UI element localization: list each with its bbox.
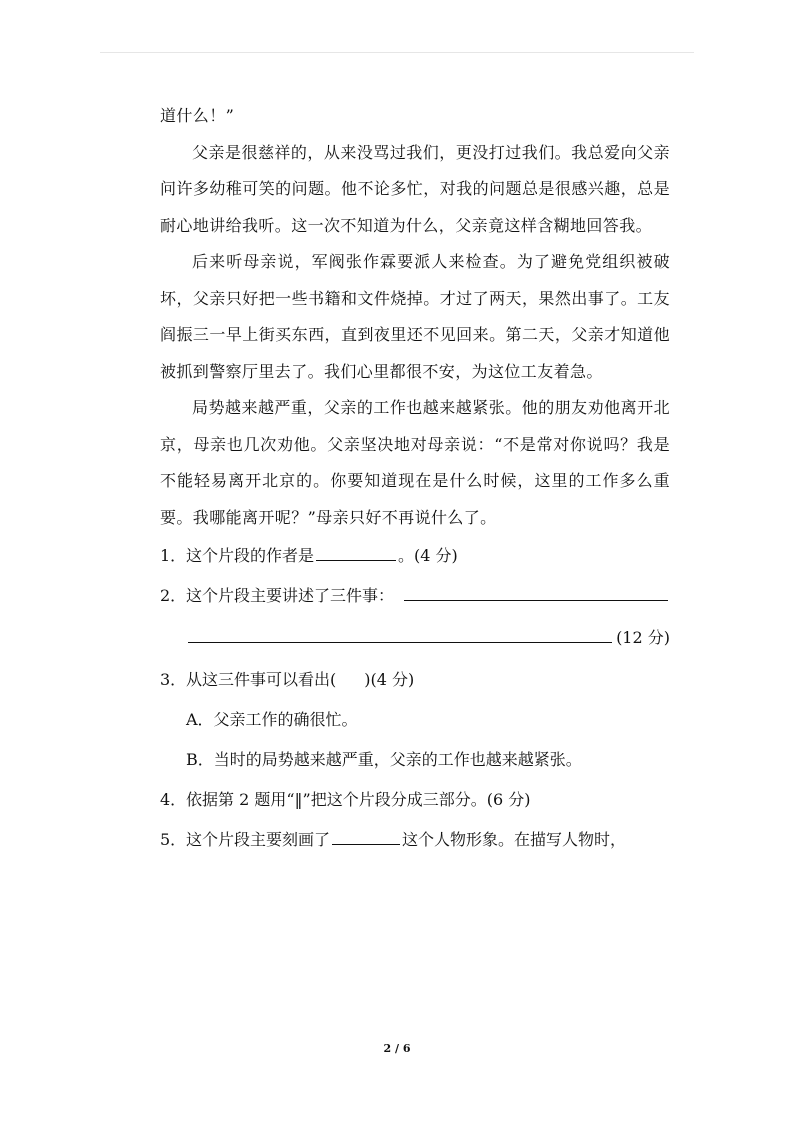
answer-blank[interactable] bbox=[188, 626, 612, 643]
question-3 bbox=[160, 660, 670, 700]
question-text-continued: 这个人物形象。在描写人物时， bbox=[402, 830, 627, 849]
question-text: 这个片段主要刻画了 bbox=[186, 830, 331, 849]
passage-paragraph-3: 局势越来越严重，父亲的工作也越来越紧张。他的朋友劝他离开北京，母亲也几次劝他。父亲坚决地对母亲说：“不是常对你说吗？我是不能轻易离开北京的。你要知道现在是什么时候，这里的工作多么重要。我哪能离开呢？”母亲只好不再说什么了。 bbox=[160, 398, 670, 527]
question-4 bbox=[160, 780, 670, 820]
question-text: 依据第 2 题用“‖”把这个片段分成三部分。(6 分) bbox=[186, 790, 531, 809]
question-score: )(4 分) bbox=[364, 670, 415, 689]
question-5 bbox=[160, 820, 670, 860]
option-a[interactable]: A．父亲工作的确很忙。 bbox=[186, 710, 358, 729]
option-b[interactable]: B．当时的局势越来越严重，父亲的工作也越来越紧张。 bbox=[186, 750, 582, 769]
question-2 bbox=[160, 576, 670, 616]
question-score: 。(4 分) bbox=[398, 546, 458, 565]
passage-paragraph-1: 父亲是很慈祥的，从来没骂过我们，更没打过我们。我总爱向父亲问许多幼稚可笑的问题。他不论多忙，对我的问题总是很感兴趣，总是耐心地讲给我听。这一次不知道为什么，父亲竟这样含糊地回答我。 bbox=[160, 142, 670, 235]
header-rule bbox=[100, 52, 694, 53]
passage-paragraph-0: 道什么！” bbox=[160, 106, 235, 125]
question-number: 3． bbox=[160, 670, 187, 689]
question-1 bbox=[160, 536, 670, 576]
question-number: 4． bbox=[160, 790, 187, 809]
question-text: 这个片段的作者是 bbox=[186, 546, 315, 565]
question-score: (12 分) bbox=[616, 628, 670, 647]
page-content bbox=[160, 98, 670, 860]
question-text: 这个片段主要讲述了三件事： bbox=[186, 586, 395, 605]
question-number: 2． bbox=[160, 586, 187, 605]
answer-blank[interactable] bbox=[316, 544, 396, 561]
question-number: 1． bbox=[160, 546, 187, 565]
question-text: 从这三件事可以看出( bbox=[186, 670, 337, 689]
question-2-continuation bbox=[160, 616, 670, 660]
answer-blank[interactable] bbox=[332, 828, 400, 845]
answer-blank[interactable] bbox=[404, 584, 668, 601]
passage-paragraph-2: 后来听母亲说，军阀张作霖要派人来检查。为了避免党组织被破坏，父亲只好把一些书籍和文件烧掉。才过了两天，果然出事了。工友阎振三一早上街买东西，直到夜里还不见回来。第二天，父亲才知道他被抓到警察厅里去了。我们心里都很不安，为这位工友着急。 bbox=[160, 252, 670, 381]
page-number: 2 / 6 bbox=[383, 1042, 411, 1055]
question-number: 5． bbox=[160, 830, 187, 849]
